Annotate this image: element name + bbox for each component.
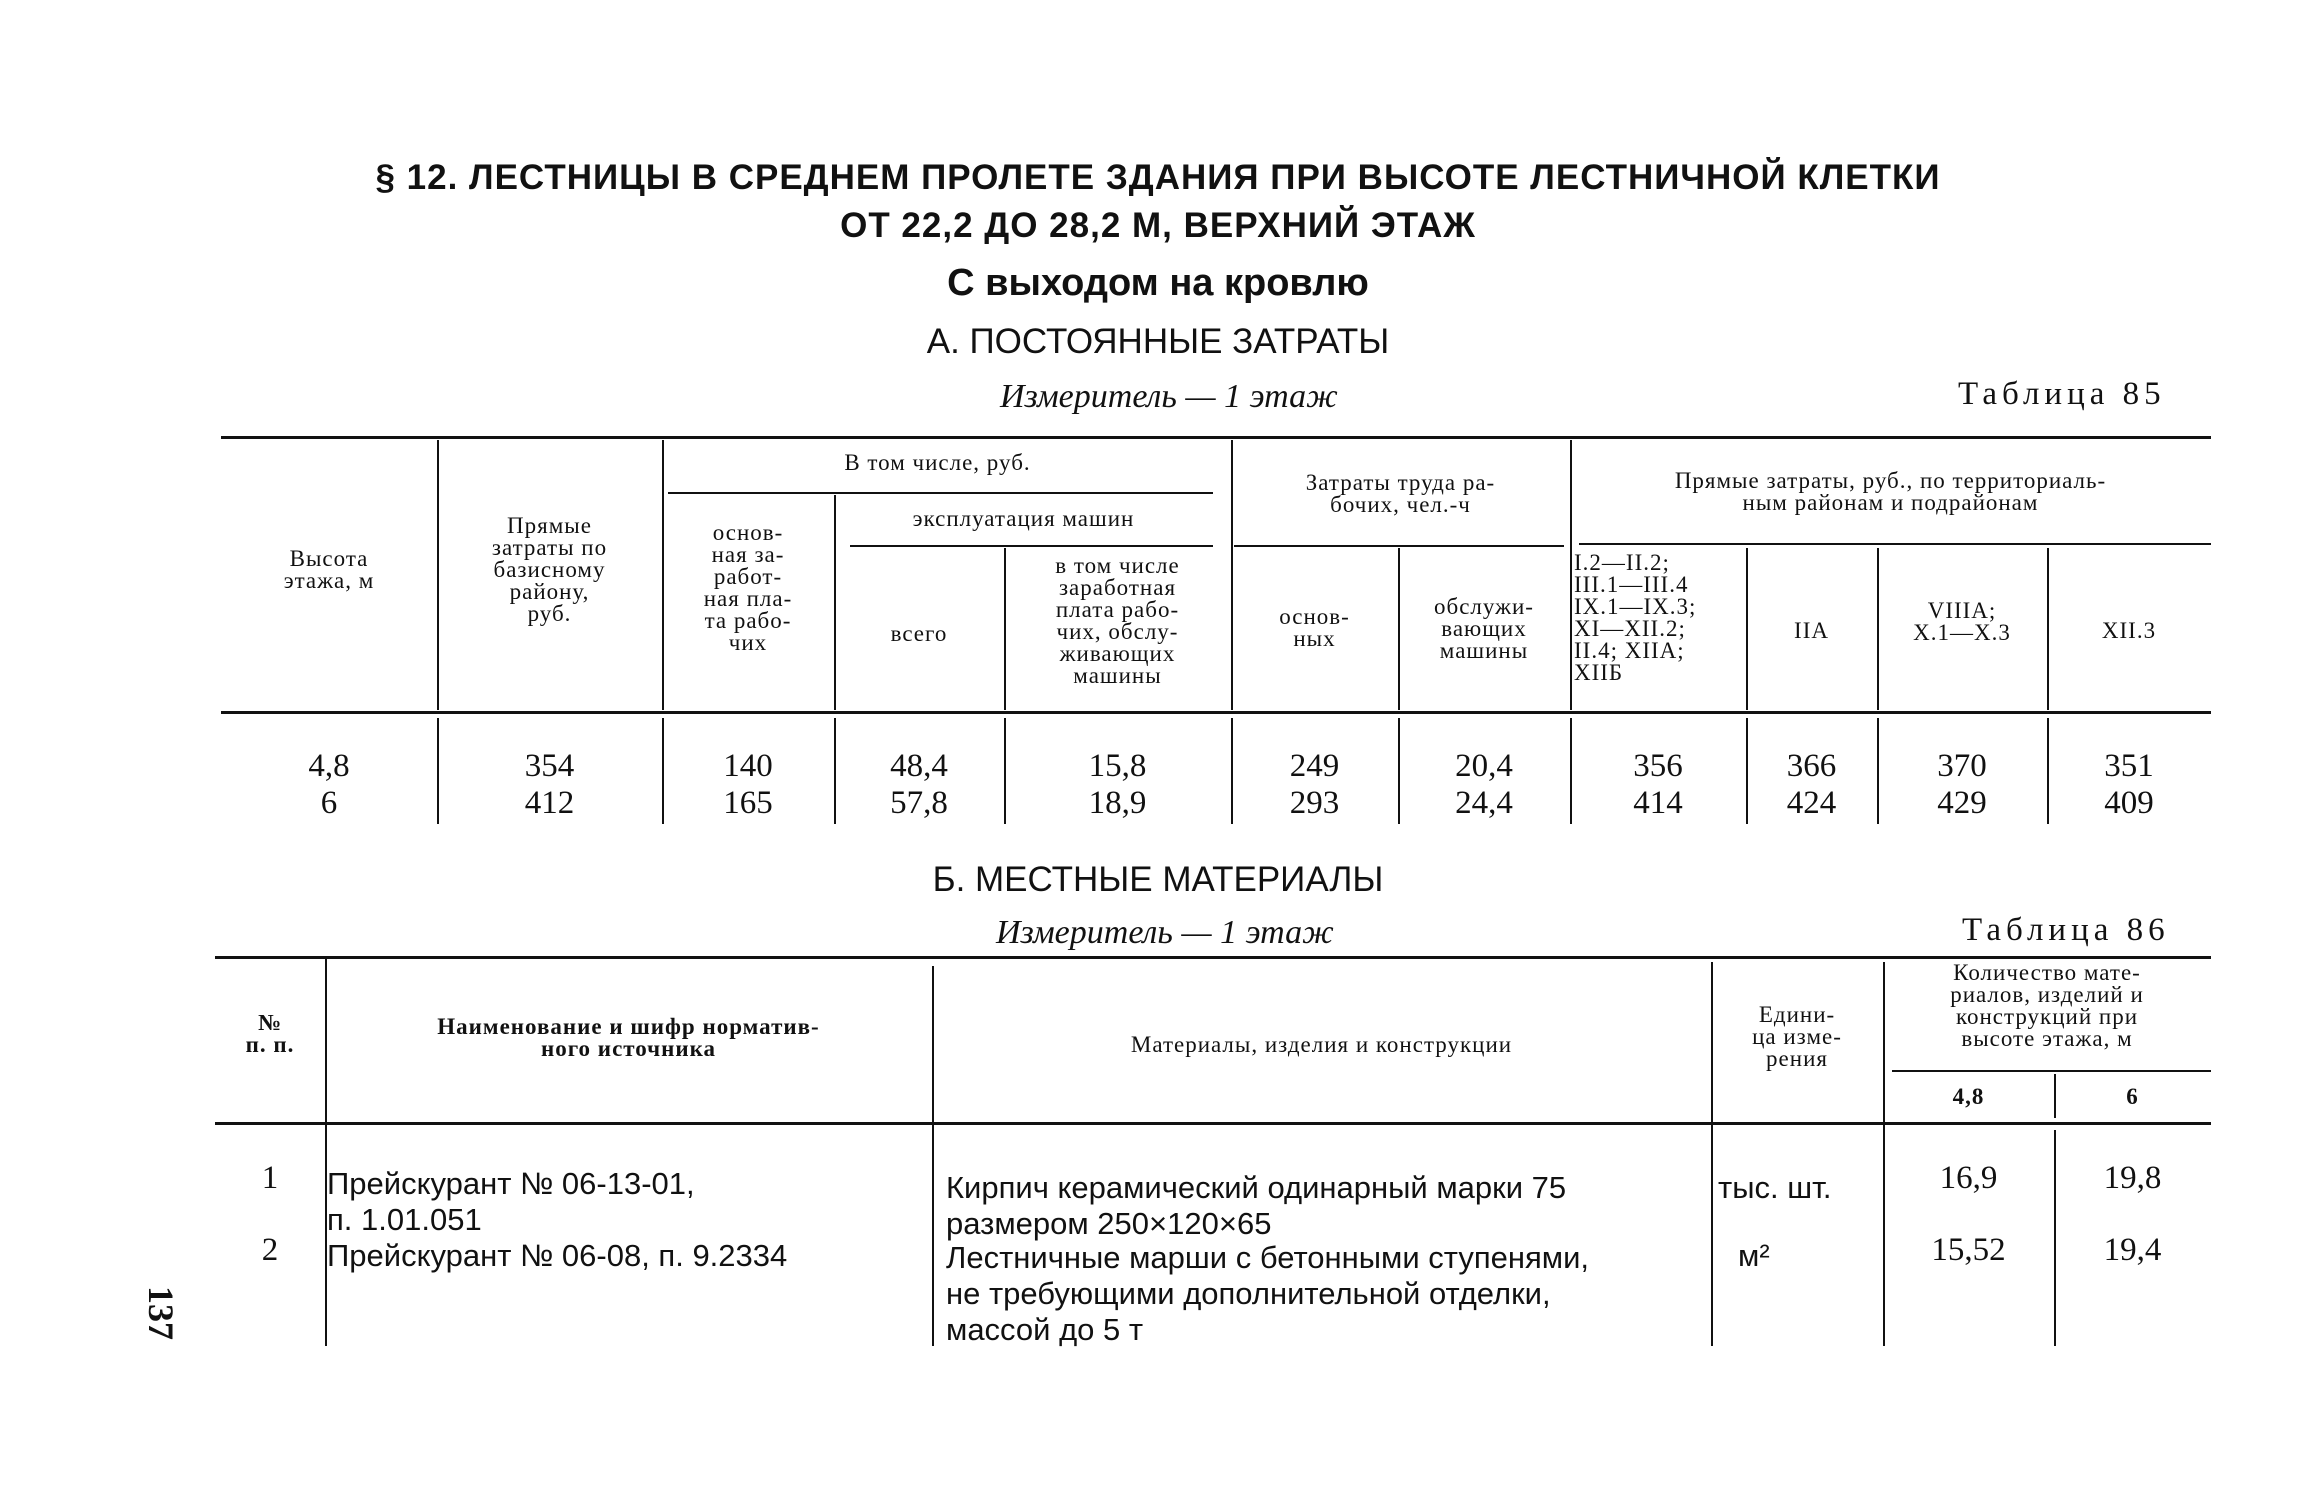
- header-machine-wage: в том числе заработная плата рабо- чих, обслу- живающих машины: [1055, 553, 1180, 688]
- cell-height: 4,8 6: [308, 748, 350, 821]
- header-materials: Материалы, изделия и конструкции: [1130, 1032, 1513, 1057]
- header-unit: Едини- ца изме- рения: [1752, 1002, 1842, 1071]
- cell-machine-wage: 15,8 18,9: [1088, 748, 1147, 821]
- header-basic-wage: основ- ная за- работ- ная пла- та рабо- чих: [703, 520, 793, 655]
- header-labor: Затраты труда ра- бочих, чел.-ч: [1305, 470, 1496, 517]
- header-machines: эксплуатация машин: [912, 506, 1135, 531]
- row-unit: м²: [1738, 1238, 1770, 1273]
- header-height-4-8: 4,8: [1952, 1084, 1985, 1109]
- row-num: 1: [261, 1160, 279, 1196]
- header-region-3: VIIIA; X.1—X.3: [1913, 598, 2011, 645]
- header-source: Наименование и шифр норматив- ного источника: [437, 1014, 820, 1061]
- section-subtitle: С выходом на кровлю: [947, 262, 1369, 304]
- row-unit: тыс. шт.: [1718, 1170, 1832, 1205]
- header-labor-service: обслужи- вающих машины: [1434, 594, 1534, 663]
- header-total: всего: [890, 621, 948, 646]
- table85-section-title: А. ПОСТОЯННЫЕ ЗАТРАТЫ: [926, 322, 1390, 361]
- table86-label: Таблица 86: [1962, 912, 2170, 948]
- table86-measure: Измеритель — 1 этаж: [996, 914, 1334, 951]
- cell-region-3: 370 429: [1937, 748, 1987, 821]
- header-regions: Прямые затраты, руб., по территориаль- ным районам и подрайонам: [1674, 468, 2107, 515]
- cell-region-2: 366 424: [1786, 748, 1837, 821]
- row-qty-6: 19,4: [2103, 1232, 2162, 1268]
- row-material: Лестничные марши с бетонными ступенями, не требующими дополнительной отделки, массой до 5 т: [946, 1240, 1590, 1347]
- row-num: 2: [261, 1232, 279, 1268]
- page-number: 137: [141, 1286, 181, 1340]
- cell-labor-basic: 249 293: [1289, 748, 1340, 821]
- row-source: Прейскурант № 06-13-01, п. 1.01.051: [327, 1166, 695, 1237]
- table85-label: Таблица 85: [1958, 376, 2166, 412]
- header-direct-costs: Прямые затраты по базисному району, руб.: [491, 513, 608, 626]
- cell-basic-wage: 140 165: [723, 748, 773, 821]
- section-title-line2: ОТ 22,2 ДО 28,2 М, ВЕРХНИЙ ЭТАЖ: [840, 206, 1476, 245]
- row-source: Прейскурант № 06-08, п. 9.2334: [327, 1238, 788, 1273]
- cell-region-1: 356 414: [1633, 748, 1683, 821]
- header-height: Высота этажа, м: [283, 546, 375, 593]
- cell-total: 48,4 57,8: [890, 748, 948, 821]
- header-including: В том числе, руб.: [844, 450, 1031, 475]
- header-region-1: I.2—II.2; III.1—III.4 IX.1—IX.3; XI—XII.2; II.4; XIIA; XIIБ: [1574, 550, 1697, 685]
- header-labor-basic: основ- ных: [1279, 604, 1350, 651]
- cell-region-4: 351 409: [2104, 748, 2154, 821]
- header-region-2: IIA: [1794, 618, 1829, 643]
- table86-section-title: Б. МЕСТНЫЕ МАТЕРИАЛЫ: [932, 860, 1384, 899]
- table85-measure: Измеритель — 1 этаж: [1000, 378, 1338, 415]
- row-qty-4-8: 16,9: [1939, 1160, 1998, 1196]
- header-height-6: 6: [2126, 1084, 2139, 1109]
- header-num: № п. п.: [245, 1010, 295, 1057]
- row-qty-6: 19,8: [2103, 1160, 2162, 1196]
- section-title-line1: § 12. ЛЕСТНИЦЫ В СРЕДНЕМ ПРОЛЕТЕ ЗДАНИЯ ПРИ ВЫСОТЕ ЛЕСТНИЧНОЙ КЛЕТКИ: [375, 158, 1941, 197]
- cell-direct: 354 412: [524, 748, 575, 821]
- cell-labor-service: 20,4 24,4: [1455, 748, 1513, 821]
- header-quantity: Количество мате- риалов, изделий и конструкций при высоте этажа, м: [1950, 960, 2144, 1051]
- row-material: Кирпич керамический одинарный марки 75 размером 250×120×65: [946, 1170, 1567, 1241]
- row-qty-4-8: 15,52: [1931, 1232, 2006, 1268]
- header-region-4: XII.3: [2101, 618, 2157, 643]
